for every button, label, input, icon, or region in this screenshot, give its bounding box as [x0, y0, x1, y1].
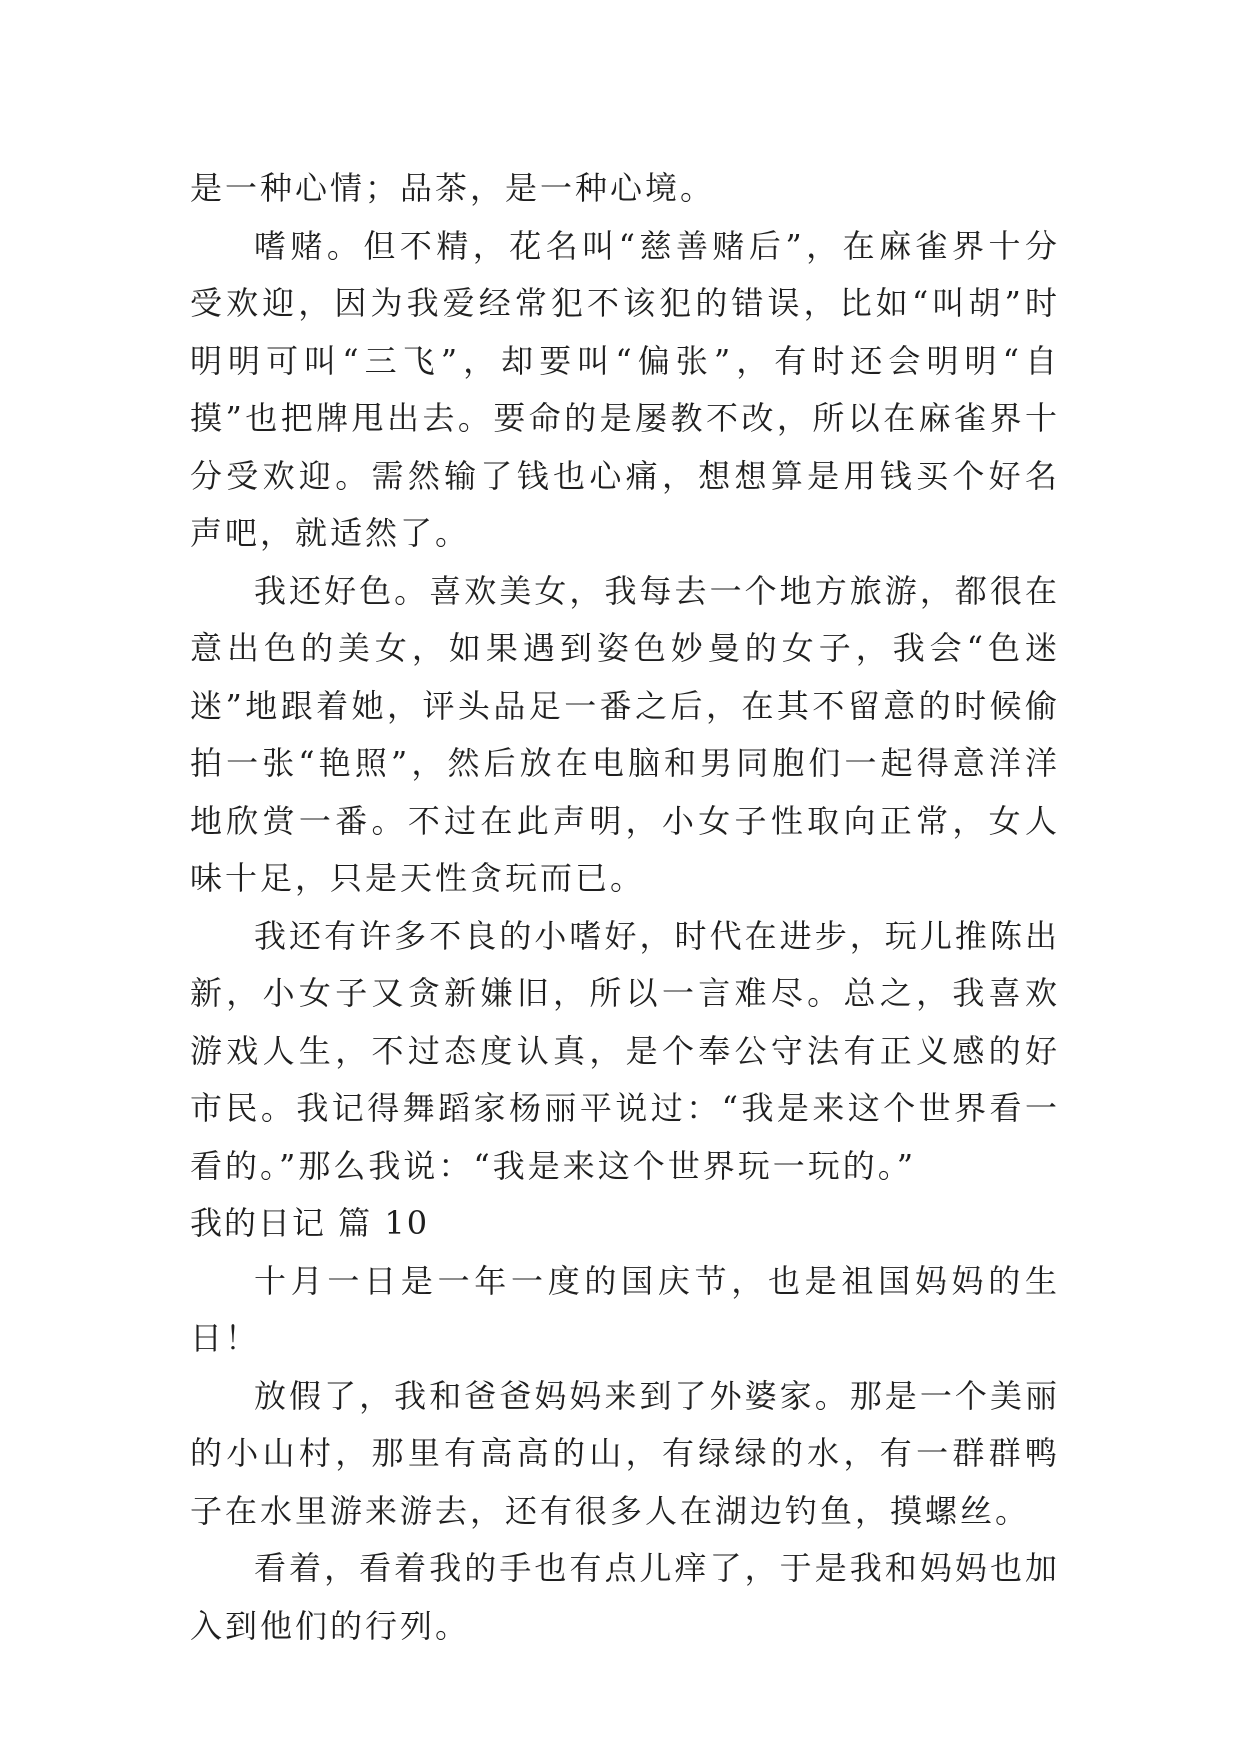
section-heading: 我的日记 篇 10: [190, 1204, 430, 1242]
paragraph-gambling: 嗜赌。但不精，花名叫“慈善赌后”，在麻雀界十分受欢迎，因为我爱经常犯不该犯的错误，比如“叫胡”时明明可叫“三飞”，却要叫“偏张”，有时还会明明“自摸”也把牌甩出去。要命的是屡教不改，所以在麻雀界十分受欢迎。需然输了钱也心痛，想想算是用钱买个好名声吧，就适然了。: [190, 226, 1060, 552]
paragraph-joining: 看着，看着我的手也有点儿痒了，于是我和妈妈也加入到他们的行列。: [190, 1549, 1060, 1645]
document-body: [190, 160, 1060, 1655]
paragraph-hobbies: 我还有许多不良的小嗜好，时代在进步，玩儿推陈出新，小女子又贪新嫌旧，所以一言难尽。总之，我喜欢游戏人生，不过态度认真，是个奉公守法有正义感的好市民。我记得舞蹈家杨丽平说过：“我是来这个世界看一看的。”那么我说：“我是来这个世界玩一玩的。”: [190, 916, 1060, 1185]
paragraph-tea: 是一种心情；品茶，是一种心境。: [190, 169, 716, 207]
paragraph-national-day: 十月一日是一年一度的国庆节，也是祖国妈妈的生日！: [190, 1261, 1060, 1357]
paragraph-beauty: 我还好色。喜欢美女，我每去一个地方旅游，都很在意出色的美女，如果遇到姿色妙曼的女子，我会“色迷迷”地跟着她，评头品足一番之后，在其不留意的时候偷拍一张“艳照”，然后放在电脑和男同胞们一起得意洋洋地欣赏一番。不过在此声明，小女子性取向正常，女人味十足，只是天性贪玩而已。: [190, 571, 1060, 897]
paragraph-village: 放假了，我和爸爸妈妈来到了外婆家。那是一个美丽的小山村，那里有高高的山，有绿绿的水，有一群群鸭子在水里游来游去，还有很多人在湖边钓鱼，摸螺丝。: [190, 1376, 1060, 1530]
